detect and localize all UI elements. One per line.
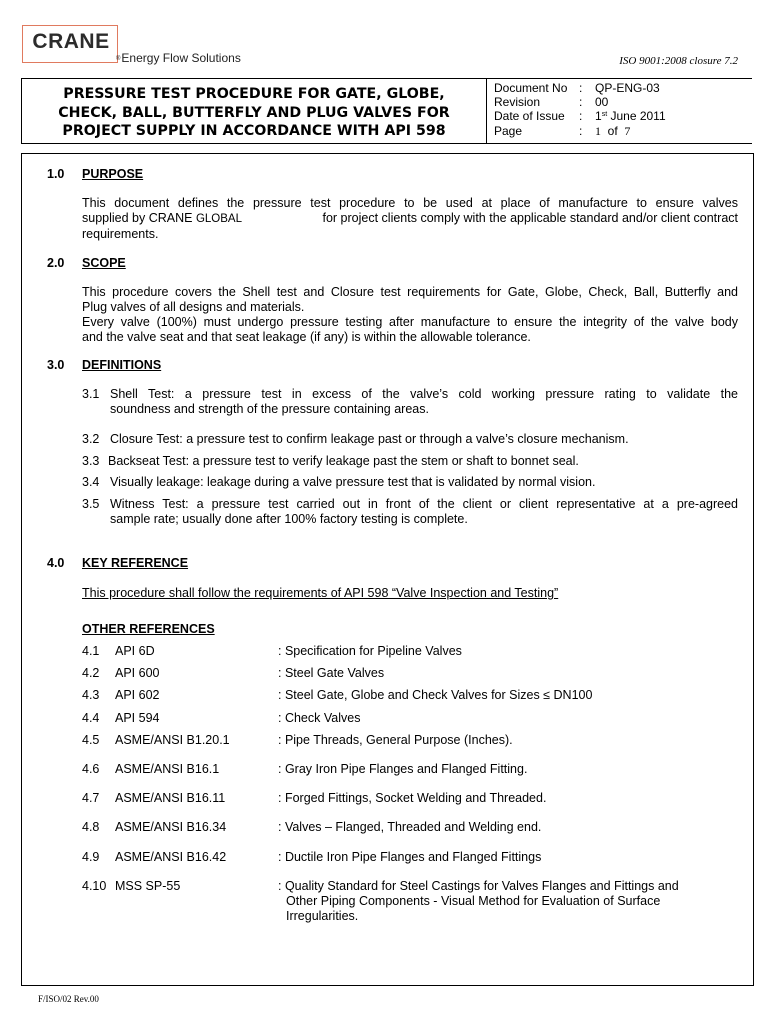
definition-item bbox=[82, 387, 738, 417]
definition-text: Shell Test: a pressure test in excess of the valve’s cold working pressure rating to validate the bbox=[110, 387, 738, 401]
reference-code: ASME/ANSI B16.1 bbox=[115, 762, 220, 776]
reference-number: 4.6 bbox=[82, 762, 100, 776]
global-word: GLOBAL bbox=[195, 213, 242, 225]
reference-description-cont: Irregularities. bbox=[286, 909, 359, 923]
section-number: 3.0 bbox=[47, 358, 65, 372]
meta-label: Document No bbox=[494, 81, 568, 95]
meta-colon: : bbox=[579, 109, 583, 123]
reference-description: : Steel Gate, Globe and Check Valves for Sizes ≤ DN100 bbox=[278, 688, 593, 702]
document-meta-box bbox=[486, 78, 752, 144]
definition-item bbox=[82, 432, 629, 447]
reference-description: : Check Valves bbox=[278, 711, 361, 725]
page-of: of bbox=[607, 124, 618, 138]
reference-description: : Specification for Pipeline Valves bbox=[278, 644, 462, 658]
meta-colon: : bbox=[579, 81, 583, 95]
definition-item bbox=[82, 497, 738, 527]
date-suffix: st bbox=[601, 111, 608, 118]
reference-number: 4.9 bbox=[82, 850, 100, 864]
meta-value bbox=[595, 109, 666, 123]
date-rest: June 2011 bbox=[607, 109, 666, 123]
reference-number: 4.1 bbox=[82, 644, 100, 658]
date-day: 1 bbox=[595, 109, 602, 123]
definition-text-cont: sample rate; usually done after 100% factory testing is complete. bbox=[110, 512, 468, 526]
reference-code: ASME/ANSI B1.20.1 bbox=[115, 733, 230, 747]
paragraph-line: Plug valves of all designs and materials. bbox=[82, 300, 305, 314]
reference-number: 4.5 bbox=[82, 733, 100, 747]
document-title-box bbox=[21, 78, 487, 144]
section-title-purpose: PURPOSE bbox=[82, 167, 144, 181]
reference-number: 4.8 bbox=[82, 820, 100, 834]
document-title bbox=[22, 85, 486, 141]
tagline-text: Energy Flow Solutions bbox=[121, 51, 241, 65]
company-logo bbox=[22, 25, 121, 63]
title-line: PRESSURE TEST PROCEDURE FOR GATE, GLOBE, bbox=[63, 86, 445, 102]
logo-text: CRANE bbox=[32, 30, 110, 53]
page-total: 7 bbox=[624, 124, 631, 138]
meta-colon: : bbox=[579, 95, 583, 109]
definition-text: Backseat Test: a pressure test to verify leakage past the stem or shaft to bonnet seal. bbox=[108, 454, 579, 468]
meta-document-no bbox=[494, 81, 660, 95]
section-title-scope: SCOPE bbox=[82, 256, 126, 270]
reference-number: 4.10 bbox=[82, 879, 107, 893]
definition-text-cont: soundness and strength of the pressure containing areas. bbox=[110, 402, 429, 416]
reference-code: ASME/ANSI B16.11 bbox=[115, 791, 226, 805]
line-text: supplied by CRANE bbox=[82, 211, 193, 225]
iso-reference: ISO 9001:2008 closure 7.2 bbox=[619, 55, 738, 67]
reference-code: ASME/ANSI B16.34 bbox=[115, 820, 227, 834]
registered-mark: ® bbox=[116, 56, 121, 62]
scope-paragraph bbox=[82, 285, 738, 345]
key-reference-statement: This procedure shall follow the requirements of API 598 “Valve Inspection and Testing” bbox=[82, 586, 559, 600]
reference-number: 4.4 bbox=[82, 711, 100, 725]
paragraph-line: Every valve (100%) must undergo pressure testing after manufacture to ensure the integrity of the valve body bbox=[82, 315, 738, 329]
other-references-title: OTHER REFERENCES bbox=[82, 622, 215, 636]
line-text: for project clients comply with the applicable standard and/or client contract bbox=[322, 211, 738, 225]
reference-number: 4.3 bbox=[82, 688, 100, 702]
meta-page bbox=[494, 124, 630, 139]
paragraph-line: and the valve seat and that seat leakage (if any) is within the allowable tolerance. bbox=[82, 330, 531, 344]
section-number: 1.0 bbox=[47, 167, 65, 181]
reference-code: API 600 bbox=[115, 666, 160, 680]
section-number: 4.0 bbox=[47, 556, 65, 570]
definition-number: 3.1 bbox=[82, 387, 100, 401]
section-title-key-reference: KEY REFERENCE bbox=[82, 556, 189, 570]
purpose-paragraph bbox=[82, 196, 738, 242]
paragraph-line: This document defines the pressure test procedure to be used at place of manufacture to ensure valves bbox=[82, 196, 738, 210]
definition-line bbox=[82, 497, 738, 512]
reference-number: 4.2 bbox=[82, 666, 100, 680]
reference-description-cont: Other Piping Components - Visual Method for Evaluation of Surface bbox=[286, 894, 661, 908]
definition-number: 3.4 bbox=[82, 475, 100, 489]
section-number: 2.0 bbox=[47, 256, 65, 270]
line-part bbox=[82, 211, 242, 227]
meta-label: Page bbox=[494, 124, 523, 138]
reference-description: : Ductile Iron Pipe Flanges and Flanged Fittings bbox=[278, 850, 542, 864]
meta-revision bbox=[494, 95, 608, 109]
meta-label: Revision bbox=[494, 95, 541, 109]
title-line: PROJECT SUPPLY IN ACCORDANCE WITH API 598 bbox=[62, 123, 446, 139]
definition-number: 3.2 bbox=[82, 432, 100, 446]
meta-label: Date of Issue bbox=[494, 109, 565, 123]
page-number: 1 bbox=[595, 124, 601, 138]
reference-code: ASME/ANSI B16.42 bbox=[115, 850, 227, 864]
paragraph-line: requirements. bbox=[82, 227, 159, 241]
reference-description: : Gray Iron Pipe Flanges and Flanged Fitting. bbox=[278, 762, 528, 776]
meta-value: 00 bbox=[595, 95, 609, 109]
reference-description: : Quality Standard for Steel Castings for Valves Flanges and Fittings and bbox=[278, 879, 679, 893]
meta-colon: : bbox=[579, 124, 583, 138]
paragraph-line bbox=[82, 211, 738, 227]
definition-text: Closure Test: a pressure test to confirm leakage past or through a valve’s closure mechanism. bbox=[110, 432, 629, 446]
form-number: F/ISO/02 Rev.00 bbox=[38, 994, 99, 1004]
reference-description: : Pipe Threads, General Purpose (Inches). bbox=[278, 733, 513, 747]
definition-item bbox=[82, 475, 595, 490]
reference-code: MSS SP-55 bbox=[115, 879, 181, 893]
reference-description: : Valves – Flanged, Threaded and Welding end. bbox=[278, 820, 542, 834]
paragraph-line: This procedure covers the Shell test and Closure test requirements for Gate, Globe, Check, Ball, Butterfly and bbox=[82, 285, 738, 299]
definition-text: Witness Test: a pressure test carried out in front of the client or client representative at a pre-agreed bbox=[110, 497, 738, 511]
definition-number: 3.3 bbox=[82, 454, 100, 468]
reference-code: API 602 bbox=[115, 688, 160, 702]
reference-description: : Steel Gate Valves bbox=[278, 666, 385, 680]
reference-row bbox=[82, 879, 742, 925]
meta-date-of-issue bbox=[494, 109, 666, 123]
title-line: CHECK, BALL, BUTTERFLY AND PLUG VALVES FOR bbox=[58, 104, 450, 121]
company-tagline bbox=[116, 51, 241, 65]
section-title-definitions: DEFINITIONS bbox=[82, 358, 162, 372]
reference-code: API 6D bbox=[115, 644, 155, 658]
definition-item bbox=[82, 454, 579, 469]
reference-description: : Forged Fittings, Socket Welding and Threaded. bbox=[278, 791, 547, 805]
reference-number: 4.7 bbox=[82, 791, 100, 805]
definition-number: 3.5 bbox=[82, 497, 100, 511]
definition-line bbox=[82, 387, 738, 402]
meta-value bbox=[595, 124, 630, 138]
reference-code: API 594 bbox=[115, 711, 160, 725]
definition-text: Visually leakage: leakage during a valve pressure test that is validated by normal vision. bbox=[110, 475, 596, 489]
meta-value: QP-ENG-03 bbox=[595, 81, 660, 95]
